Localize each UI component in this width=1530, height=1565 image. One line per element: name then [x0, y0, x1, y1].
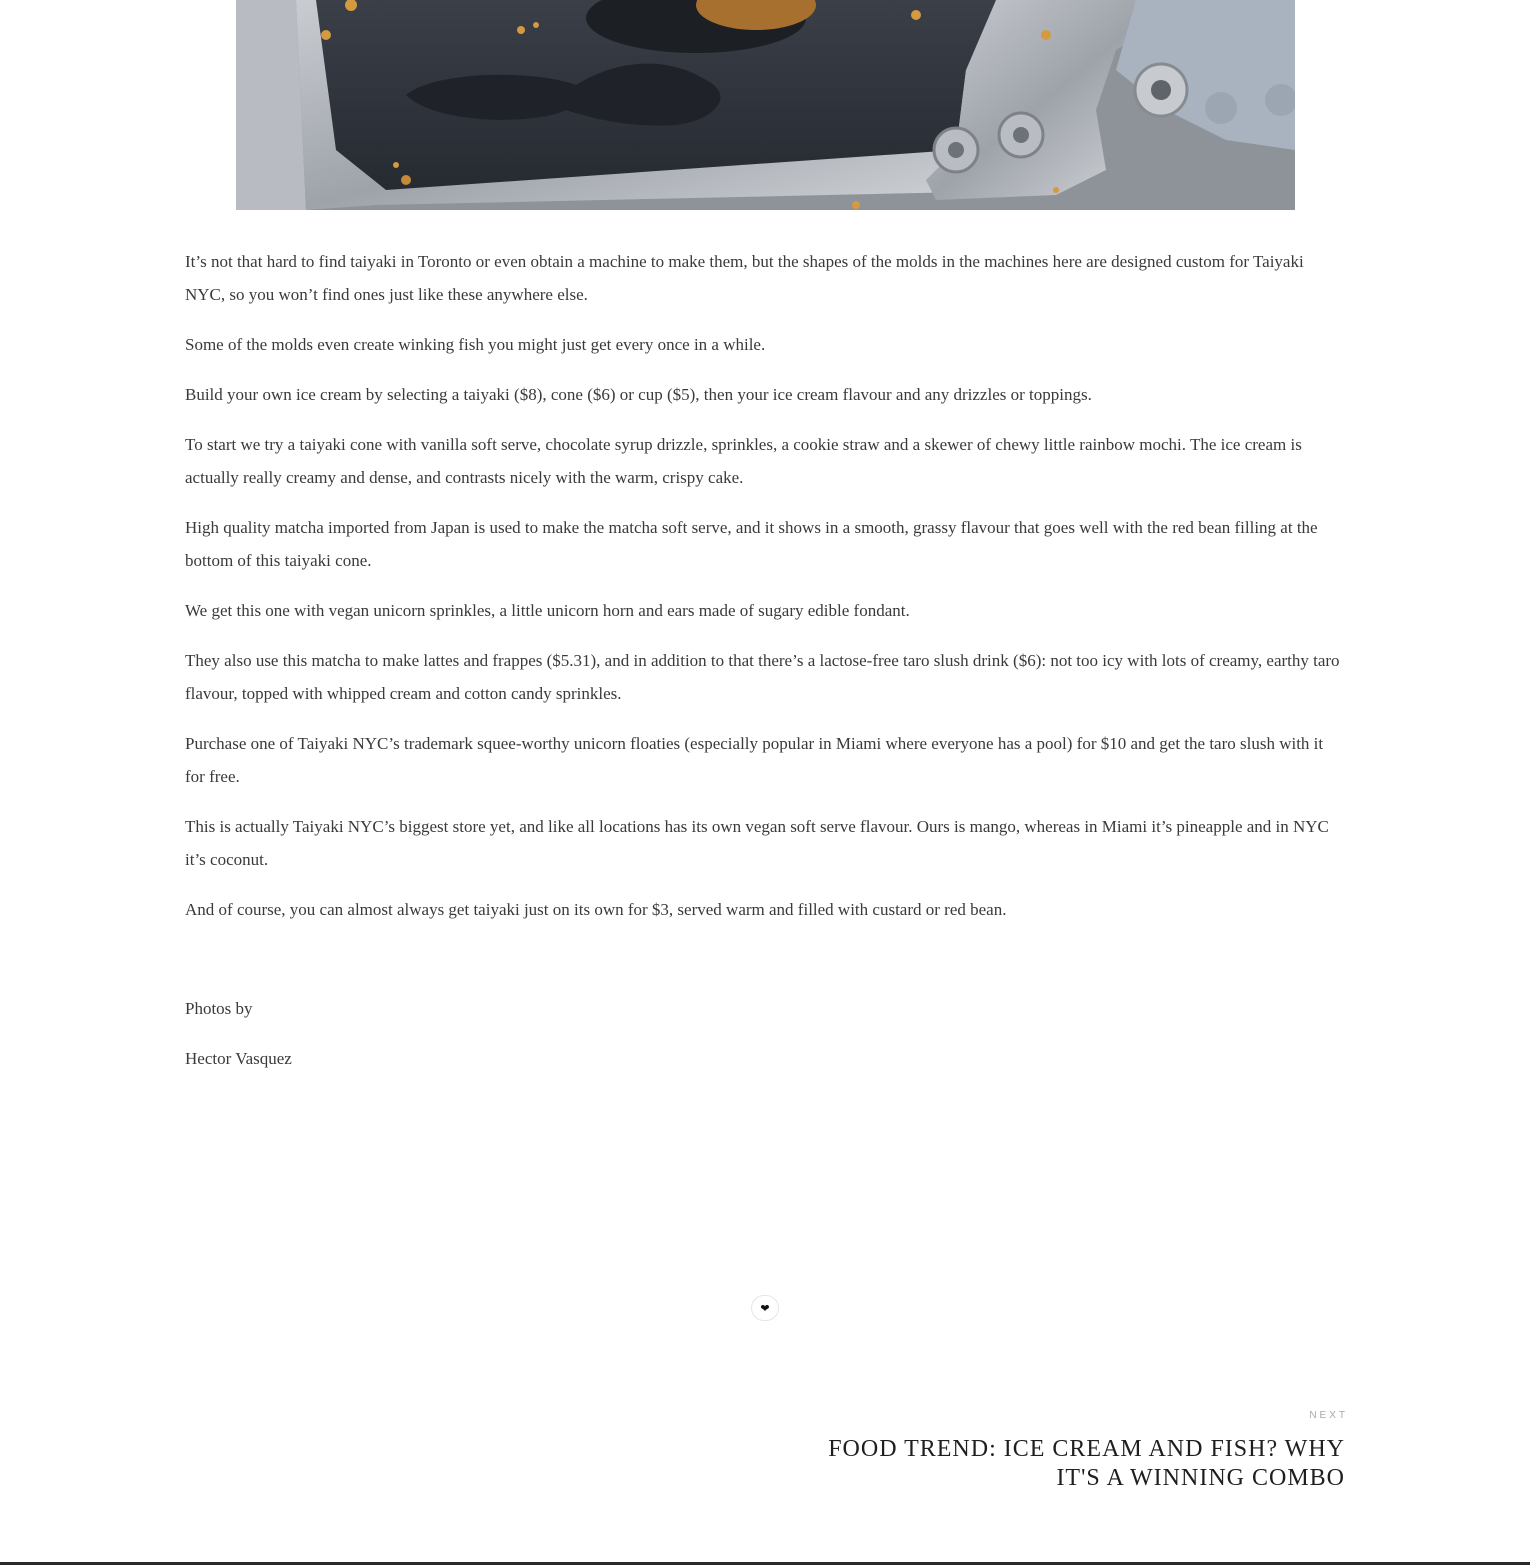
article-body — [185, 245, 1347, 943]
hero-photo-taiyaki-machine — [236, 0, 1295, 210]
article-paragraph: We get this one with vegan unicorn sprinkles, a little unicorn horn and ears made of sugary edible fondant. — [185, 601, 910, 620]
like-button[interactable] — [751, 1295, 779, 1321]
article-paragraph: This is actually Taiyaki NYC’s biggest store yet, and like all locations has its own vegan soft serve flavour. Ours is mango, whereas in Miami it’s pineapple and in NYC it’s coconut. — [185, 817, 1329, 869]
photo-credits — [185, 992, 292, 1092]
next-label: NEXT — [1309, 1410, 1348, 1421]
article-paragraph: Purchase one of Taiyaki NYC’s trademark squee-worthy unicorn floaties (especially popular in Miami where everyone has a pool) for $10 and get the taro slush with it for free. — [185, 734, 1324, 786]
credits-label: Photos by — [185, 999, 253, 1018]
taiyaki-mold-photo — [236, 0, 1295, 210]
next-post-nav — [825, 1410, 1348, 1493]
credits-name: Hector Vasquez — [185, 1049, 292, 1068]
article-paragraph: High quality matcha imported from Japan is used to make the matcha soft serve, and it shows in a smooth, grassy flavour that goes well with the red bean filling at the bottom of this taiyaki cone. — [185, 518, 1318, 570]
heart-icon: ❤ — [760, 1301, 770, 1315]
next-post-link[interactable]: FOOD TREND: ICE CREAM AND FISH? WHY IT'S A WINNING COMBO — [828, 1436, 1345, 1491]
article-paragraph: They also use this matcha to make lattes and frappes ($5.31), and in addition to that there’s a lactose-free taro slush drink ($6): not too icy with lots of creamy, earthy taro flavour, topped with whipped cream and cotton candy sprinkles. — [185, 651, 1340, 703]
article-paragraph: And of course, you can almost always get taiyaki just on its own for $3, served warm and filled with custard or red bean. — [185, 900, 1007, 919]
article-paragraph: Some of the molds even create winking fish you might just get every once in a while. — [185, 335, 766, 354]
article-paragraph: To start we try a taiyaki cone with vanilla soft serve, chocolate syrup drizzle, sprinkles, a cookie straw and a skewer of chewy little rainbow mochi. The ice cream is actually really creamy and dense, and contrasts nicely with the warm, crispy cake. — [185, 435, 1302, 487]
article-paragraph: It’s not that hard to find taiyaki in Toronto or even obtain a machine to make them, but the shapes of the molds in the machines here are designed custom for Taiyaki NYC, so you won’t find ones just like these anywhere else. — [185, 252, 1304, 304]
article-paragraph: Build your own ice cream by selecting a taiyaki ($8), cone ($6) or cup ($5), then your ice cream flavour and any drizzles or toppings. — [185, 385, 1092, 404]
